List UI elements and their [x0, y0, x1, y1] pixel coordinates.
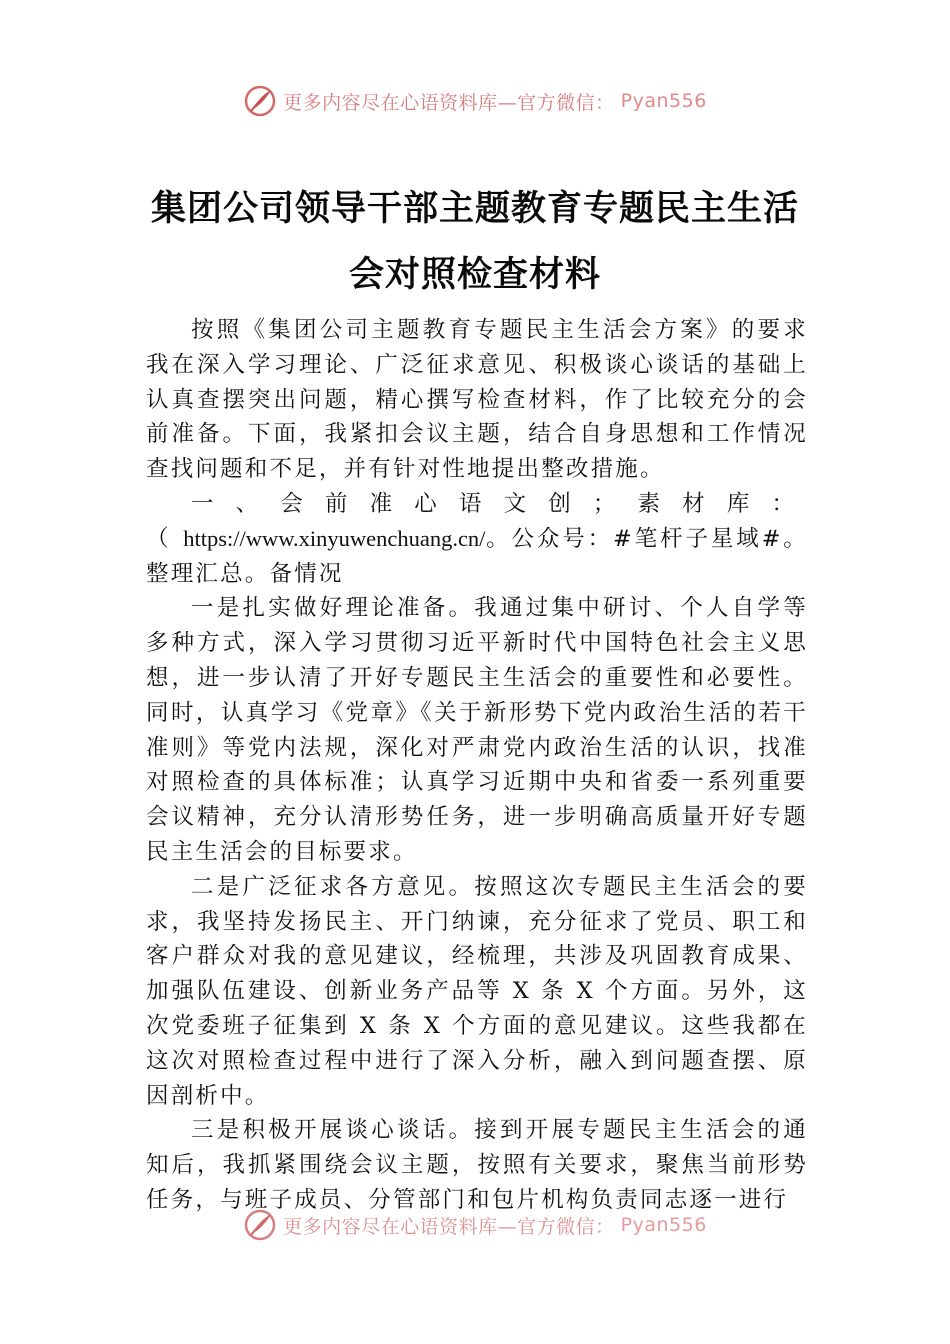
watermark-text: 更多内容尽在心语资料库—官方微信： — [283, 91, 615, 114]
document-body — [146, 313, 808, 1218]
section-heading-url: https://www.xinyuwenchuang.cn/ — [183, 525, 486, 551]
section-heading — [146, 487, 808, 591]
paragraph-intro: 按照《集团公司主题教育专题民主生活会方案》的要求我在深入学习理论、广泛征求意见、积极谈心谈话的基础上认真查摆突出问题，精心撰写检查材料，作了比较充分的会前准备。下面，我紧扣会议主题，结合自身思想和工作情况查找问题和不足，并有针对性地提出整改措施。 — [146, 317, 808, 483]
paragraph-theory: 一是扎实做好理论准备。我通过集中研讨、个人自学等多种方式，深入学习贯彻习近平新时代中国特色社会主义思想，进一步认清了开好专题民主生活会的重要性和必要性。同时，认真学习《党章》《关于新形势下党内政治生活的若干准则》等党内法规，深化对严肃党内政治生活的认识，找准对照检查的具体标准；认真学习近期中央和省委一系列重要会议精神，充分认清形势任务，进一步明确高质量开好专题民主生活会的目标要求。 — [146, 595, 808, 865]
quill-logo-icon — [243, 84, 277, 118]
footer-watermark — [0, 1208, 950, 1242]
document-title-line-2: 会对照检查材料 — [348, 254, 601, 295]
header-watermark — [0, 84, 950, 118]
quill-logo-icon — [243, 1208, 277, 1242]
watermark-text: 更多内容尽在心语资料库—官方微信： — [283, 1215, 615, 1238]
watermark-wechat-id: Pyan556 — [620, 90, 707, 112]
section-heading-prefix: 一、会前准心语文创；素材库：（ — [146, 490, 808, 552]
paragraph-opinions: 二是广泛征求各方意见。按照这次专题民主生活会的要求，我坚持发扬民主、开门纳谏，充分征求了党员、职工和客户群众对我的意见建议，经梳理，共涉及巩固教育成果、加强队伍建设、创新业务产品等 X 条 X 个方面。另外，这次党委班子征集到 X 条 X 个方面的意见建议。这些我都在这次对照检查过程中进行了深入分析，融入到问题查摆、原因剖析中。 — [146, 873, 808, 1109]
section-heading-suffix: 。公众号：#笔杆子星域#。整理汇总。备情况 — [146, 525, 808, 587]
paragraph-talks: 三是积极开展谈心谈话。接到开展专题民主生活会的通知后，我抓紧围绕会议主题，按照有关要求，聚焦当前形势任务，与班子成员、分管部门和包片机构负责同志逐一进行 — [146, 1117, 808, 1213]
document-title-line-1: 集团公司领导干部主题教育专题民主生活 — [150, 188, 799, 229]
watermark-wechat-id: Pyan556 — [620, 1214, 707, 1236]
